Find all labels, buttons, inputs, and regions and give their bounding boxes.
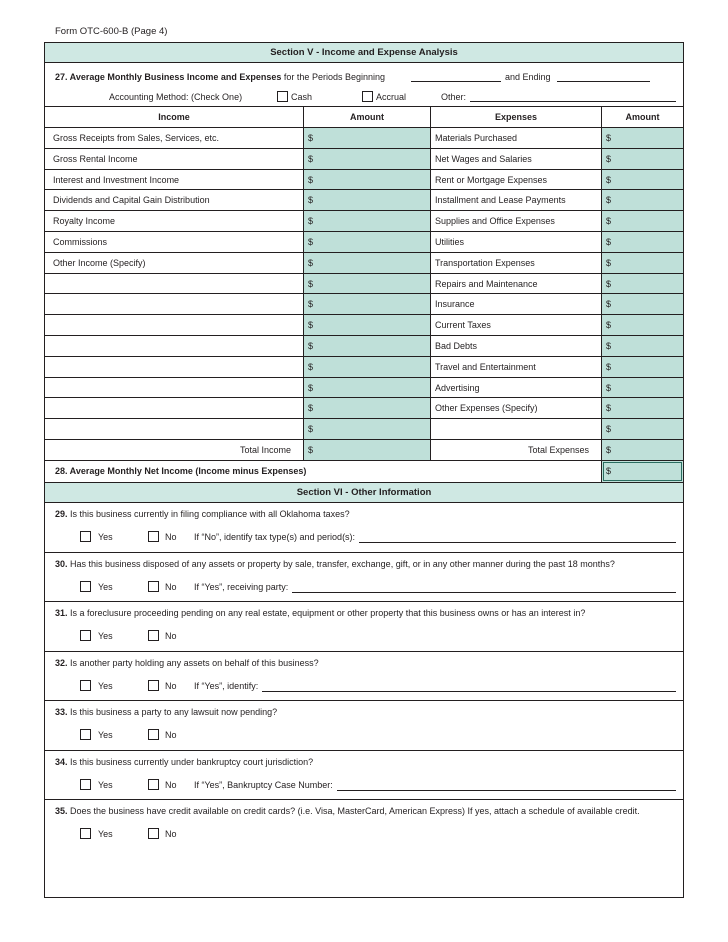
income-dollar-sign: $ — [308, 424, 314, 435]
question-text — [55, 757, 313, 767]
accrual-label: Accrual — [376, 92, 407, 102]
income-amount-cell[interactable] — [304, 378, 430, 398]
expense-dollar-sign: $ — [606, 237, 612, 247]
expenses-header: Expenses — [494, 112, 538, 122]
expense-row-label: Advertising — [435, 382, 480, 393]
table-row-rule — [45, 252, 683, 253]
question-rule — [45, 651, 683, 652]
expense-row-label: Bad Debts — [435, 341, 478, 351]
expense-row-label: Utilities — [435, 237, 465, 247]
expense-amount-cell[interactable] — [602, 128, 683, 148]
total-expenses-label: Total Expenses — [527, 445, 589, 455]
yes-label: Yes — [98, 631, 113, 641]
question-text — [55, 806, 640, 816]
question-body: Does the business have credit available on credit cards? (i.e. Visa, MasterCard, American Express) If yes, attach a schedule of available credit. — [67, 806, 640, 816]
follow-up-answer-field[interactable] — [337, 790, 676, 791]
income-dollar-sign: $ — [308, 216, 314, 227]
form-identifier: Form OTC-600-B (Page 4) — [55, 26, 168, 37]
expenses-amount-header: Amount — [625, 112, 660, 122]
question-number: 33. — [55, 707, 68, 717]
other-method-field[interactable] — [470, 101, 676, 102]
expense-row-label: Rent or Mortgage Expenses — [435, 174, 548, 185]
question-rule — [45, 700, 683, 701]
income-dollar-sign: $ — [308, 320, 314, 331]
question-rule — [45, 799, 683, 800]
question-text — [55, 608, 585, 618]
table-row-rule — [45, 189, 683, 190]
table-column-rule — [303, 439, 304, 460]
income-dollar-sign: $ — [308, 403, 314, 414]
question-body: Is this business a party to any lawsuit now pending? — [67, 707, 278, 717]
table-row-rule — [45, 273, 683, 274]
expense-dollar-sign: $ — [606, 341, 612, 351]
yes-label: Yes — [98, 779, 113, 790]
income-amount-cell[interactable] — [304, 440, 430, 460]
total-expenses-dollar: $ — [606, 445, 612, 455]
section-6-title: Section VI - Other Information — [45, 482, 683, 503]
follow-up-label: If “Yes”, receiving party: — [194, 581, 289, 592]
net-income-amount-cell[interactable] — [602, 461, 683, 482]
yes-label: Yes — [98, 680, 113, 691]
no-label: No — [165, 680, 177, 691]
yes-label: Yes — [98, 829, 113, 839]
no-checkbox[interactable] — [148, 680, 159, 691]
total-income-dollar: $ — [308, 445, 314, 455]
table-row-rule — [45, 231, 683, 232]
income-row-label: Dividends and Capital Gain Distribution — [53, 195, 210, 206]
yes-checkbox[interactable] — [80, 729, 91, 740]
no-checkbox[interactable] — [148, 531, 159, 542]
income-amount-header: Amount — [350, 112, 384, 122]
table-column-rule — [601, 106, 602, 460]
question-body: Has this business disposed of any assets or property by sale, transfer, exchange, gift, or in any other manner during the past 18 months? — [67, 558, 615, 569]
table-row-rule — [45, 335, 683, 336]
question-text — [55, 509, 350, 519]
yes-checkbox[interactable] — [80, 828, 91, 839]
yes-label: Yes — [98, 581, 113, 592]
expense-amount-cell[interactable] — [602, 294, 683, 314]
table-column-rule — [303, 106, 304, 439]
income-dollar-sign: $ — [308, 133, 314, 143]
income-row-label: Royalty Income — [53, 216, 116, 227]
expense-amount-cell[interactable] — [602, 232, 683, 252]
no-checkbox[interactable] — [148, 630, 159, 641]
yes-checkbox[interactable] — [80, 630, 91, 641]
income-dollar-sign: $ — [308, 299, 314, 310]
income-amount-cell[interactable] — [304, 419, 430, 439]
no-label: No — [165, 730, 177, 740]
income-dollar-sign: $ — [308, 341, 314, 351]
question-rule — [45, 552, 683, 553]
accrual-checkbox[interactable] — [362, 91, 373, 102]
income-dollar-sign: $ — [308, 174, 314, 185]
yes-checkbox[interactable] — [80, 680, 91, 691]
expense-amount-cell[interactable] — [602, 149, 683, 169]
no-label: No — [165, 779, 177, 790]
income-amount-cell[interactable] — [304, 398, 430, 418]
yes-label: Yes — [98, 730, 113, 740]
question-number: 30. — [55, 558, 68, 569]
expense-dollar-sign: $ — [606, 153, 612, 164]
no-checkbox[interactable] — [148, 581, 159, 592]
yes-checkbox[interactable] — [80, 581, 91, 592]
income-amount-cell[interactable] — [304, 336, 430, 356]
other-method-label: Other: — [441, 92, 467, 102]
table-row-rule — [45, 148, 683, 149]
table-column-rule — [430, 106, 431, 439]
cash-checkbox[interactable] — [277, 91, 288, 102]
table-column-rule — [430, 439, 431, 460]
expense-row-label: Transportation Expenses — [435, 257, 535, 268]
expense-amount-cell[interactable] — [602, 336, 683, 356]
no-label: No — [165, 631, 177, 641]
question-number: 35. — [55, 806, 68, 816]
expense-amount-cell[interactable] — [602, 190, 683, 210]
expense-dollar-sign: $ — [606, 133, 612, 143]
section-5-title: Section V - Income and Expense Analysis — [45, 43, 683, 63]
q28-label: 28. Average Monthly Net Income (Income minus Expenses) — [55, 465, 307, 476]
follow-up-label: If “Yes”, identify: — [194, 680, 259, 691]
income-row-label: Interest and Investment Income — [53, 174, 180, 185]
expense-dollar-sign: $ — [606, 299, 612, 310]
question-number: 32. — [55, 657, 68, 668]
expense-amount-cell[interactable] — [602, 378, 683, 398]
expense-dollar-sign: $ — [606, 361, 612, 372]
table-row-rule — [45, 418, 683, 419]
q27-period-text: for the Periods Beginning — [281, 72, 385, 82]
net-income-dollar: $ — [606, 465, 612, 476]
income-amount-cell[interactable] — [304, 232, 430, 252]
expense-row-label: Materials Purchased — [435, 133, 518, 143]
income-amount-cell[interactable] — [304, 190, 430, 210]
expense-row-label: Repairs and Maintenance — [435, 278, 538, 289]
expense-amount-cell[interactable] — [602, 211, 683, 231]
income-dollar-sign: $ — [308, 153, 314, 164]
yes-checkbox[interactable] — [80, 779, 91, 790]
total-income-label: Total Income — [239, 445, 291, 455]
question-text — [55, 658, 319, 668]
follow-up-answer-field[interactable] — [359, 542, 676, 543]
question-rule — [45, 601, 683, 602]
income-amount-cell[interactable] — [304, 315, 430, 335]
income-amount-cell[interactable] — [304, 170, 430, 190]
and-ending-label: and Ending — [505, 72, 551, 82]
yes-label: Yes — [98, 532, 113, 542]
income-amount-cell[interactable] — [304, 128, 430, 148]
income-amount-cell[interactable] — [304, 211, 430, 231]
expense-row-label: Net Wages and Salaries — [435, 153, 532, 164]
follow-up-answer-field[interactable] — [292, 592, 676, 593]
expense-dollar-sign: $ — [606, 195, 612, 206]
income-dollar-sign: $ — [308, 361, 314, 372]
follow-up-answer-field[interactable] — [262, 691, 676, 692]
income-dollar-sign: $ — [308, 382, 314, 393]
question-body: Is another party holding any assets on behalf of this business? — [67, 657, 319, 668]
expense-row-label: Installment and Lease Payments — [435, 195, 566, 206]
expense-dollar-sign: $ — [606, 320, 612, 331]
period-beginning-field[interactable] — [411, 81, 501, 82]
question-text — [55, 707, 277, 717]
income-dollar-sign: $ — [308, 195, 314, 206]
yes-checkbox[interactable] — [80, 531, 91, 542]
follow-up-label: If “No”, identify tax type(s) and period(s): — [194, 532, 356, 542]
no-label: No — [165, 581, 177, 592]
table-row-rule — [45, 397, 683, 398]
expense-row-label: Travel and Entertainment — [435, 361, 536, 372]
expense-row-label: Supplies and Office Expenses — [435, 216, 555, 227]
income-amount-cell[interactable] — [304, 294, 430, 314]
income-amount-cell[interactable] — [304, 357, 430, 377]
table-row-rule — [45, 314, 683, 315]
question-text — [55, 559, 615, 569]
income-row-label: Gross Rental Income — [53, 153, 138, 164]
expense-amount-cell[interactable] — [602, 398, 683, 418]
table-column-rule — [601, 460, 602, 482]
expense-amount-cell[interactable] — [602, 357, 683, 377]
table-row-rule — [45, 460, 683, 461]
income-amount-cell[interactable] — [304, 274, 430, 294]
question-body: Is this business currently under bankruptcy court jurisdiction? — [67, 756, 314, 767]
question-number: 31. — [55, 608, 68, 618]
expense-dollar-sign: $ — [606, 174, 612, 185]
no-label: No — [165, 532, 177, 542]
form-frame — [44, 42, 684, 898]
income-row-label: Gross Receipts from Sales, Services, etc. — [53, 133, 220, 143]
expense-amount-cell[interactable] — [602, 315, 683, 335]
income-amount-cell[interactable] — [304, 149, 430, 169]
income-header: Income — [158, 112, 190, 122]
income-dollar-sign: $ — [308, 237, 314, 247]
no-checkbox[interactable] — [148, 779, 159, 790]
table-row-rule — [45, 293, 683, 294]
expense-row-label: Other Expenses (Specify) — [435, 403, 538, 414]
income-row-label: Other Income (Specify) — [53, 257, 146, 268]
income-dollar-sign: $ — [308, 257, 314, 268]
expense-amount-cell[interactable] — [602, 170, 683, 190]
expense-row-label: Current Taxes — [435, 320, 491, 331]
expense-dollar-sign: $ — [606, 257, 612, 268]
income-amount-cell[interactable] — [304, 253, 430, 273]
table-row-rule — [45, 377, 683, 378]
table-row-rule — [45, 439, 683, 440]
no-checkbox[interactable] — [148, 729, 159, 740]
expense-amount-cell[interactable] — [602, 274, 683, 294]
no-checkbox[interactable] — [148, 828, 159, 839]
expense-dollar-sign: $ — [606, 403, 612, 414]
q27-prompt — [55, 72, 385, 82]
q27-number-title: 27. Average Monthly Business Income and Expenses — [55, 72, 282, 82]
accounting-method-label: Accounting Method: (Check One) — [109, 92, 243, 102]
question-body: Is this business currently in filing compliance with all Oklahoma taxes? — [67, 509, 350, 519]
table-row-rule — [45, 356, 683, 357]
expense-amount-cell[interactable] — [602, 440, 683, 460]
table-row-rule — [45, 127, 683, 128]
expense-dollar-sign: $ — [606, 216, 612, 227]
question-number: 34. — [55, 756, 68, 767]
table-row-rule — [45, 210, 683, 211]
expense-dollar-sign: $ — [606, 382, 612, 393]
question-body: Is a foreclusure proceeding pending on any real estate, equipment or other property that this business owns or has an interest in? — [67, 608, 586, 618]
question-number: 29. — [55, 509, 68, 519]
no-label: No — [165, 829, 177, 839]
expense-row-label: Insurance — [435, 299, 475, 310]
expense-amount-cell[interactable] — [602, 253, 683, 273]
expense-dollar-sign: $ — [606, 424, 612, 435]
expense-dollar-sign: $ — [606, 278, 612, 289]
question-rule — [45, 750, 683, 751]
income-row-label: Commissions — [53, 237, 108, 247]
follow-up-label: If “Yes”, Bankruptcy Case Number: — [194, 779, 333, 790]
table-row-rule — [45, 169, 683, 170]
cash-label: Cash — [291, 92, 313, 102]
period-ending-field[interactable] — [557, 81, 650, 82]
income-dollar-sign: $ — [308, 278, 314, 289]
expense-amount-cell[interactable] — [602, 419, 683, 439]
